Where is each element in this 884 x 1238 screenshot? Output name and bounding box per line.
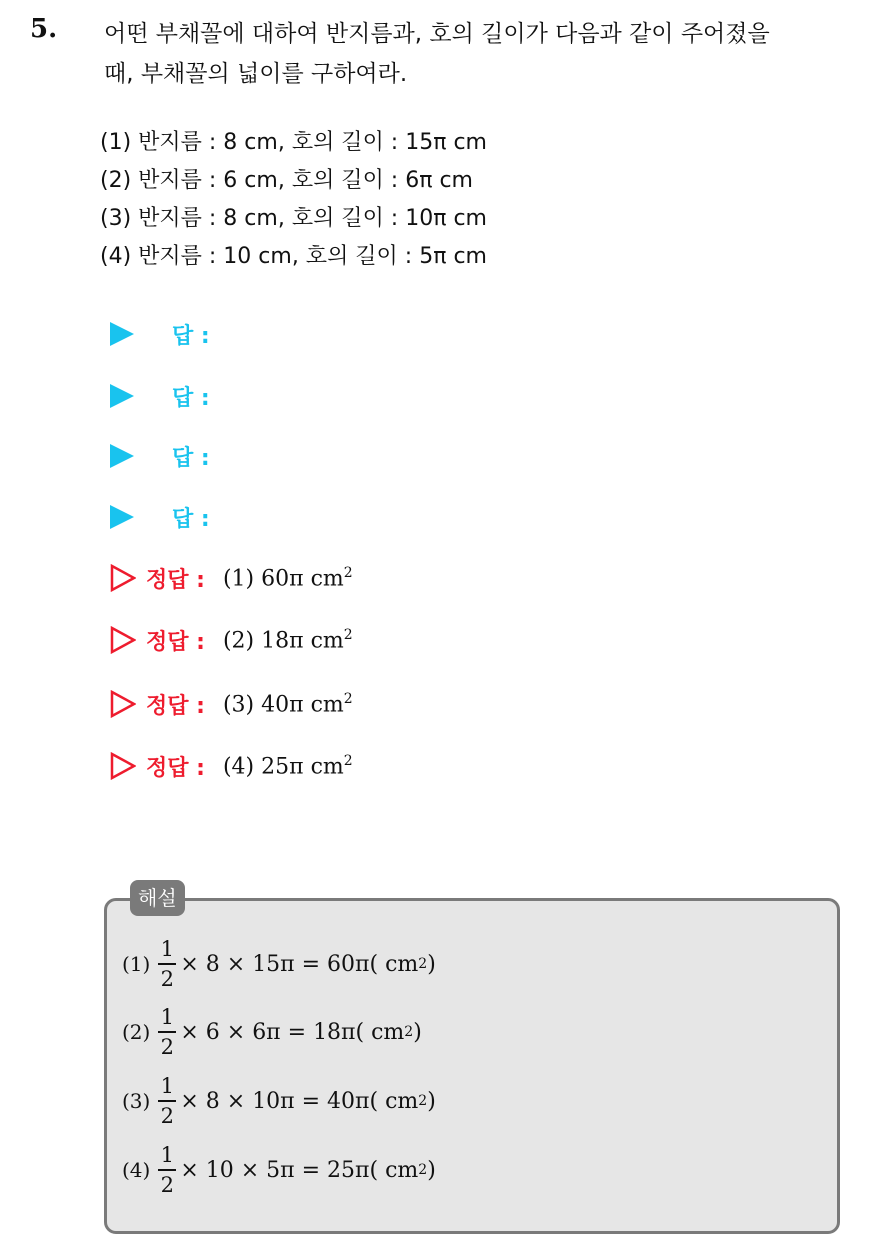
answer-number: (1) — [222, 566, 255, 592]
solution-expression: × 8 × 10π = 40π( cm — [180, 1088, 419, 1114]
fraction-denominator: 2 — [160, 1034, 175, 1059]
problem-item-4: (4) 반지름 : 10 cm, 호의 길이 : 5π cm — [100, 244, 487, 269]
solution-line-4 — [122, 1138, 436, 1202]
fraction-numerator: 1 — [160, 1143, 175, 1168]
solution-tag: 해설 — [130, 880, 185, 916]
question-line-1: 어떤 부채꼴에 대하여 반지름과, 호의 길이가 다음과 같이 주어졌을 — [104, 21, 770, 47]
correct-answer-value — [223, 627, 353, 653]
answer-prompt-label: 답 : — [172, 385, 210, 411]
play-triangle-icon — [110, 444, 134, 468]
problem-items — [100, 124, 487, 276]
problem-item-2: (2) 반지름 : 6 cm, 호의 길이 : 6π cm — [100, 168, 473, 193]
fraction-denominator: 2 — [160, 966, 175, 991]
answer-prompt-4[interactable] — [110, 497, 210, 537]
answer-exponent: 2 — [343, 752, 353, 769]
answer-prompt-label: 답 : — [172, 445, 210, 471]
answer-exponent: 2 — [343, 626, 353, 643]
fraction-bar — [158, 1100, 176, 1102]
solution-close: ) — [427, 1157, 436, 1183]
fraction-bar — [158, 963, 176, 965]
outline-triangle-icon — [110, 752, 136, 780]
correct-answer-label: 정답 : — [146, 693, 205, 719]
play-triangle-icon — [110, 322, 134, 346]
solution-line-2 — [122, 1000, 422, 1064]
answer-value: 18π cm — [261, 628, 344, 654]
solution-expression: × 8 × 15π = 60π( cm — [180, 951, 419, 977]
correct-answer-label: 정답 : — [146, 567, 205, 593]
correct-answer-value — [223, 565, 353, 591]
solution-number: (1) — [122, 952, 151, 976]
correct-answer-value — [223, 691, 353, 717]
answer-value: 25π cm — [261, 754, 344, 780]
answer-exponent: 2 — [343, 564, 353, 581]
fraction-numerator: 1 — [160, 937, 175, 962]
solution-close: ) — [427, 951, 436, 977]
solution-exponent: 2 — [418, 1093, 428, 1109]
fraction-denominator: 2 — [160, 1172, 175, 1197]
solution-exponent: 2 — [418, 1162, 428, 1178]
correct-answer-value — [223, 753, 353, 779]
fraction — [158, 1143, 176, 1197]
solution-number: (3) — [122, 1089, 151, 1113]
fraction-bar — [158, 1031, 176, 1033]
answer-exponent: 2 — [343, 690, 353, 707]
answer-value: 40π cm — [261, 692, 344, 718]
outline-triangle-icon — [110, 690, 136, 718]
problem-item-3: (3) 반지름 : 8 cm, 호의 길이 : 10π cm — [100, 206, 487, 231]
solution-close: ) — [413, 1019, 422, 1045]
answer-prompt-label: 답 : — [172, 323, 210, 349]
answer-prompt-1[interactable] — [110, 314, 210, 354]
play-triangle-icon — [110, 505, 134, 529]
fraction — [158, 1074, 176, 1128]
solution-expression: × 6 × 6π = 18π( cm — [180, 1019, 405, 1045]
answer-prompt-3[interactable] — [110, 436, 210, 476]
correct-answer-2 — [110, 620, 353, 660]
solution-expression: × 10 × 5π = 25π( cm — [180, 1157, 419, 1183]
answer-number: (2) — [222, 628, 255, 654]
play-triangle-icon — [110, 384, 134, 408]
answer-value: 60π cm — [261, 566, 344, 592]
problem-item-1: (1) 반지름 : 8 cm, 호의 길이 : 15π cm — [100, 130, 487, 155]
correct-answer-1 — [110, 558, 353, 598]
fraction — [158, 1005, 176, 1059]
question-number: 5. — [30, 14, 58, 44]
question-line-2: 때, 부채꼴의 넓이를 구하여라. — [104, 61, 408, 87]
question-text — [104, 14, 874, 94]
fraction-numerator: 1 — [160, 1074, 175, 1099]
solution-line-3 — [122, 1069, 436, 1133]
solution-number: (2) — [122, 1020, 151, 1044]
fraction — [158, 937, 176, 991]
answer-prompt-label: 답 : — [172, 506, 210, 532]
answer-number: (4) — [222, 754, 255, 780]
solution-number: (4) — [122, 1158, 151, 1182]
outline-triangle-icon — [110, 626, 136, 654]
solution-exponent: 2 — [418, 956, 428, 972]
fraction-bar — [158, 1169, 176, 1171]
solution-close: ) — [427, 1088, 436, 1114]
answer-prompt-2[interactable] — [110, 376, 210, 416]
correct-answer-label: 정답 : — [146, 755, 205, 781]
correct-answer-3 — [110, 684, 353, 724]
correct-answer-4 — [110, 746, 353, 786]
outline-triangle-icon — [110, 564, 136, 592]
fraction-numerator: 1 — [160, 1005, 175, 1030]
correct-answer-label: 정답 : — [146, 629, 205, 655]
solution-line-1 — [122, 932, 436, 996]
solution-exponent: 2 — [404, 1024, 414, 1040]
fraction-denominator: 2 — [160, 1103, 175, 1128]
answer-number: (3) — [222, 692, 255, 718]
